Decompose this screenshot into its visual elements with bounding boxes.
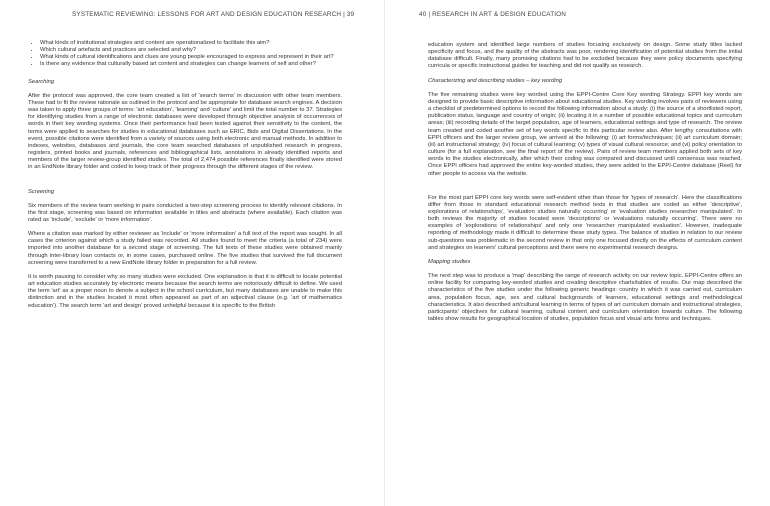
right-page — [385, 0, 770, 506]
right-text-column — [428, 42, 742, 330]
list-item: • What kinds of cultural identifications and clues are young people encouraged to express and represent in their art? — [40, 54, 342, 61]
characterizing-paragraph: The five remaining studies were key worded using the EPPI-Centre Core Key wording Strategy. EPPI key words are designed to provide basic descriptive information about educational studies. Key wording involves pairs of reviewers using a checklist of predetermined options to record the following information about a study: (i) the source of a shortlisted report, publication status, language and country of origin; (ii) locating it in a number of possible educational topics and curriculum areas; (iii) recording details of the target population, age of learners, educational settings and type of research. The review team created and coded another set of key words specific to this particular review also. After lengthy consultations with EPPI officers and the larger review group, we arrived at the following: (i) art forms/techniques; (ii) art curriculum domain; (iii) art instructional strategy; (iv) focus of cultural learning; (v) types of visual cultural resource; and (vi) policy orientation to culture (for a full explanation, see the final report of the review). Pairs of review team members applied both sets of key words to the studies electronically, after which their coding was compared and discussed until consensus was reached. Once EPPI officers had approved the entire key-worded studies, they were added to the EPPI-Centre database (Reel) for other people to access via the website. — [428, 91, 742, 177]
worth-pausing-paragraph: It is worth pausing to consider why so many studies were excluded. One explanation is that it is difficult to locate potential art education studies accurately by electronic means because the search terms are notoriously difficult to define. We used the term 'art' as a proper noun to denote a subject in the school curriculum, but many databases are unable to make this distinction and in the studies located it most often appeared as part of an adjectival clause (e.g. 'art of mathematics education'). The search term 'art and design' proved unhelpful because it is specific to the British — [28, 273, 342, 309]
question-list — [28, 40, 342, 69]
running-head-right: 40 | RESEARCH IN ART & DESIGN EDUCATION — [419, 11, 567, 18]
screening-heading: Screening — [28, 188, 55, 195]
intro-paragraph: education system and identified large numbers of studies focusing exclusively on design. Some study titles lacked specificity and focus, and the quality of the abstracts was poor, rendering identification of potential studies from the initial database difficult. Finally, many promising citations had to be excluded because they were policy documents specifying curricula or specific instructional guides for teaching and did not qualify as research. — [428, 42, 742, 70]
mapping-paragraph: The next step was to produce a 'map' describing the range of research activity on our review topic. EPPI-Centre offers an online facility for comparing key-worded studies and creating descriptive charts/tables of results. Our map described the characteristics of the five studies under the following generic headings: country in which it was carried out, curriculum area, population focus, age, sex and cultural backgrounds of learners, educational settings and methodological characteristics. It also described art/cultural learning in terms of types of art curriculum domain and instructional strategies, participants' objectives for cultural learning, cultural content and curriculum orientation towards culture. The following tables show results for geographical location of studies, population focus and visual arts forms and techniques. — [428, 273, 742, 322]
list-item: • Is there any evidence that culturally based art content and strategies can change learners of self and other? — [40, 61, 342, 68]
left-text-column — [28, 34, 342, 317]
running-head-left: SYSTEMATIC REVIEWING: LESSONS FOR ART AND DESIGN EDUCATION RESEARCH | 39 — [72, 11, 355, 18]
characterizing-heading: Characterizing and describing studies – key wording — [428, 77, 563, 84]
list-item: • What kinds of institutional strategies and content are operationalized to facilitate this aim? — [40, 40, 342, 47]
searching-heading: Searching — [28, 78, 55, 85]
types-of-research-paragraph: For the most part EPPI core key words were self-evident other than those for 'types of research'. Here the classifications differ from those in standard educational research method texts in that studies are coded as either 'descriptive', explorations of relationships', 'evaluation studies naturally occurring' or 'evaluation studies researcher manipulated'. In both reviews the majority of studies located were 'descriptions' or 'evaluations naturally occurring'. There were no examples of 'explorations of relationships' and only one 'researcher manipulated evaluation'. However, inadequate reporting of methodology made it difficult to determine these study types. The balance of studies in relation to our review sub-questions was problematic in the second review in that only one focused directly on the effects of curriculum content and strategies on learners' cultural perceptions and there were no experimental research designs. — [428, 194, 742, 251]
screening-paragraph-1: Six members of the review team working in pairs conducted a two-step screening process to identify relevant citations. In the first stage, screening was based on information available in titles and abstracts (where available). Each citation was rated as 'include', 'exclude' or 'more information'. — [28, 202, 342, 223]
searching-paragraph: After the protocol was approved, the core team created a list of 'search terms' in discussion with other team members. These had to fit the review rationale as outlined in the protocol and be appropriate for database search engines. A decision was taken to apply three groups of terms: 'art education', 'learning' and 'culture' and limit the total number to 37. Strategies for identifying studies from a range of electronic databases were developed through objective analysis of occurrences of words in their key wording systems. Once their performance had been tested against their sensitivity to the content, the terms were applied to searches for studies in educational databases such as ERIC, Bids and Digital Dissertations. In the event, possible citations were identified from a variety of sources using both electronic and manual methods. In addition to indexes, websites, databases and journals, the core team searched databases of unpublished research in progress, registers, printed books and journals, references and bibliographical lists, annotations in already identified reports and members of the larger review-group identified studies. The total of 2,474 possible references finally identified were stored in an EndNote library folder and coded to keep track of their progress through the different stages of the review. — [28, 92, 342, 171]
screening-paragraph-2: Where a citation was marked by either reviewer as 'include' or 'more information' a full text of the report was sought. In all cases the criterion against which a study failed was recorded. All studies found to meet the criteria (a total of 234) were imported into another database for a second stage of screening. The full texts of these studies were obtained mainly through inter-library loan contacts or, in some cases, purchased online. The five studies that survived the full document screening were transferred to a new EndNote library folder in preparation for a full review. — [28, 231, 342, 266]
mapping-heading: Mapping studies — [428, 258, 471, 265]
list-item: • Which cultural artefacts and practices are selected and why? — [40, 47, 342, 54]
